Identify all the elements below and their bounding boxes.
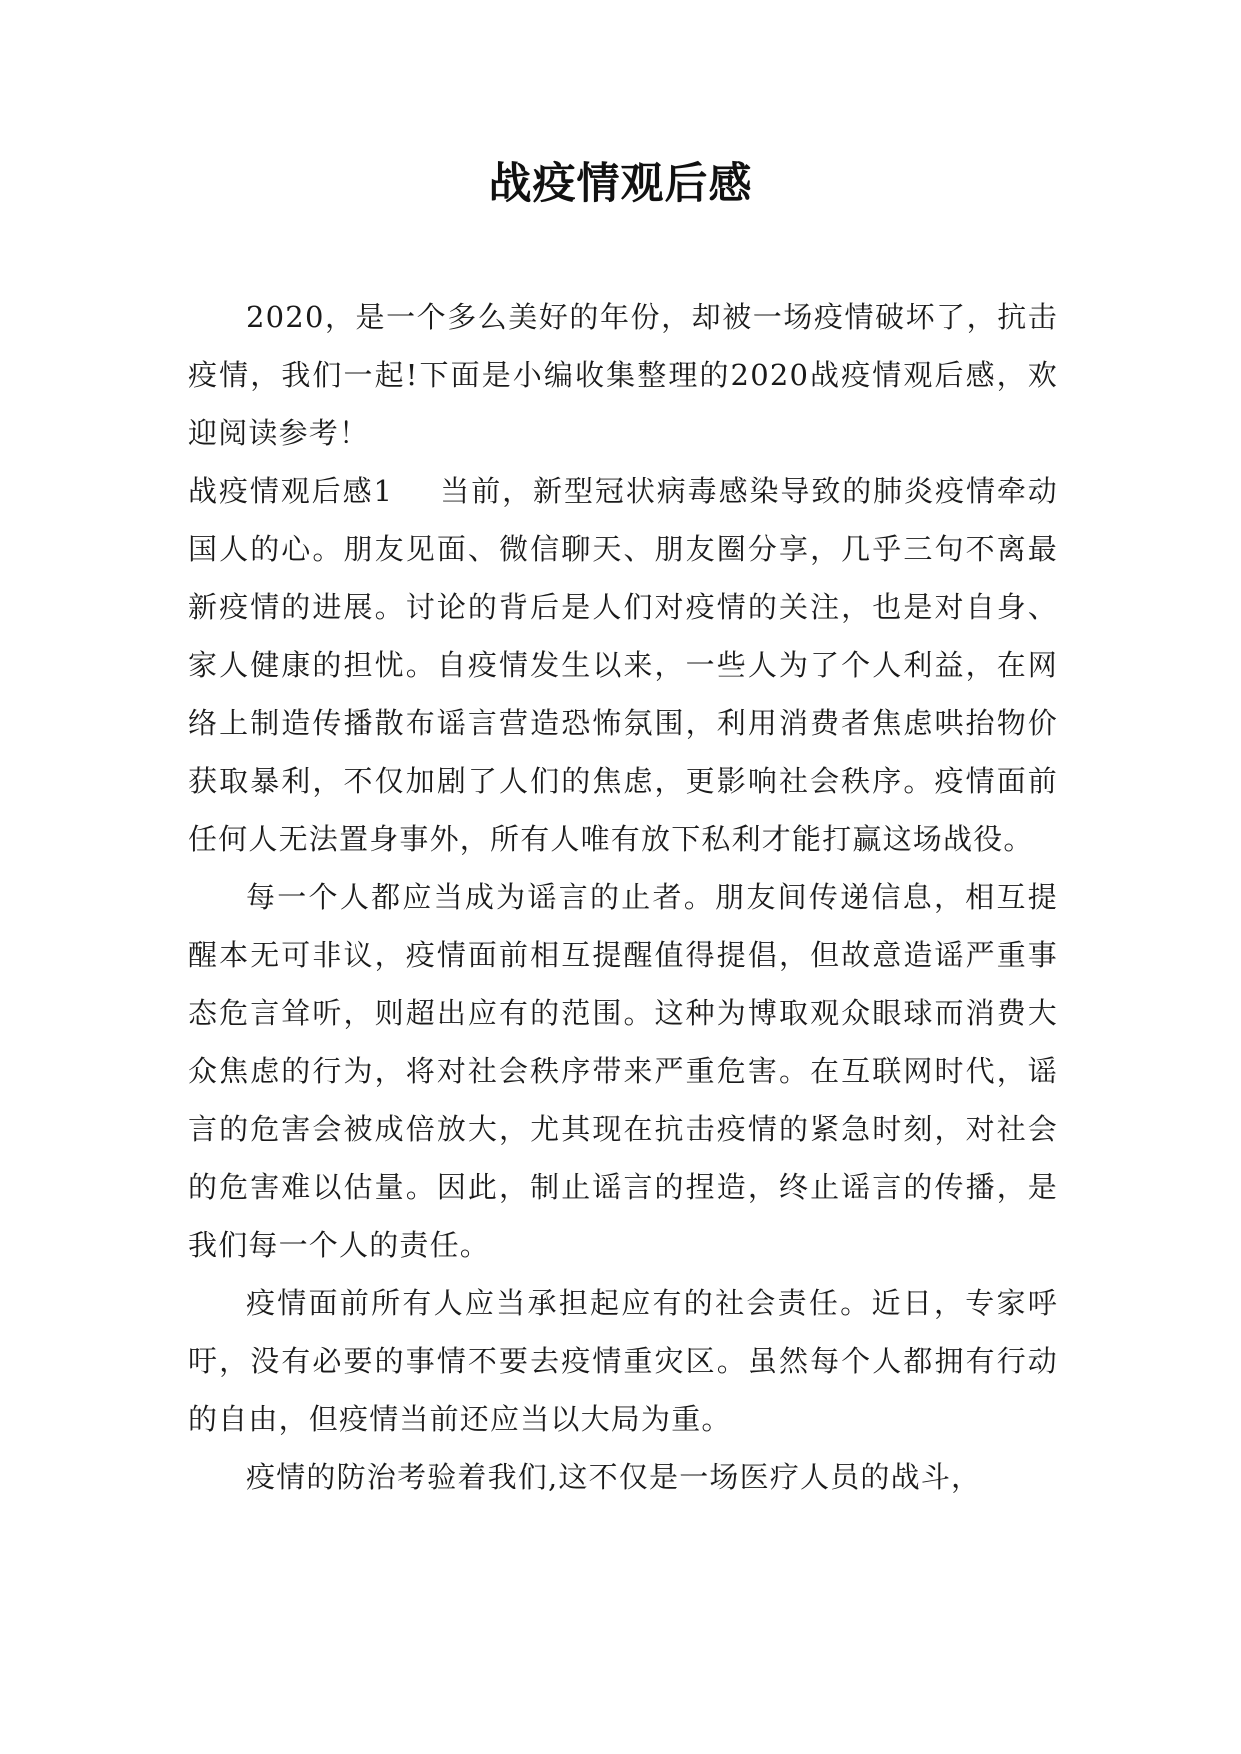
section-1-text: 当前，新型冠状病毒感染导致的肺炎疫情牵动国人的心。朋友见面、微信聊天、朋友圈分享，几乎三句不离最新疫情的进展。讨论的背后是人们对疫情的关注，也是对自身、家人健康的担忧。自疫情发生以来，一些人为了个人利益，在网络上制造传播散布谣言营造恐怖氛围，利用消费者焦虑哄抬物价获取暴利，不仅加剧了人们的焦虑，更影响社会秩序。疫情面前任何人无法置身事外，所有人唯有放下私利才能打赢这场战役。 (188, 474, 1058, 856)
body-paragraph-responsibility: 疫情面前所有人应当承担起应有的社会责任。近日，专家呼吁，没有必要的事情不要去疫情重灾区。虽然每个人都拥有行动的自由，但疫情当前还应当以大局为重。 (188, 1286, 1058, 1436)
intro-paragraph: 2020，是一个多么美好的年份，却被一场疫情破坏了，抗击疫情，我们一起!下面是小编收集整理的2020战疫情观后感，欢迎阅读参考！ (188, 300, 1058, 450)
body-paragraph-rumor: 每一个人都应当成为谣言的止者。朋友间传递信息，相互提醒本无可非议，疫情面前相互提醒值得提倡，但故意造谣严重事态危言耸听，则超出应有的范围。这种为博取观众眼球而消费大众焦虑的行为，将对社会秩序带来严重危害。在互联网时代，谣言的危害会被成倍放大，尤其现在抗击疫情的紧急时刻，对社会的危害难以估量。因此，制止谣言的捏造，终止谣言的传播，是我们每一个人的责任。 (188, 880, 1058, 1262)
document-title: 战疫情观后感 (488, 159, 753, 209)
document-body (188, 288, 1058, 1506)
section-1-heading: 战疫情观后感1 (188, 474, 394, 508)
section-1-paragraph (188, 462, 1058, 868)
body-paragraph-prevention: 疫情的防治考验着我们,这不仅是一场医疗人员的战斗， (246, 1460, 982, 1494)
